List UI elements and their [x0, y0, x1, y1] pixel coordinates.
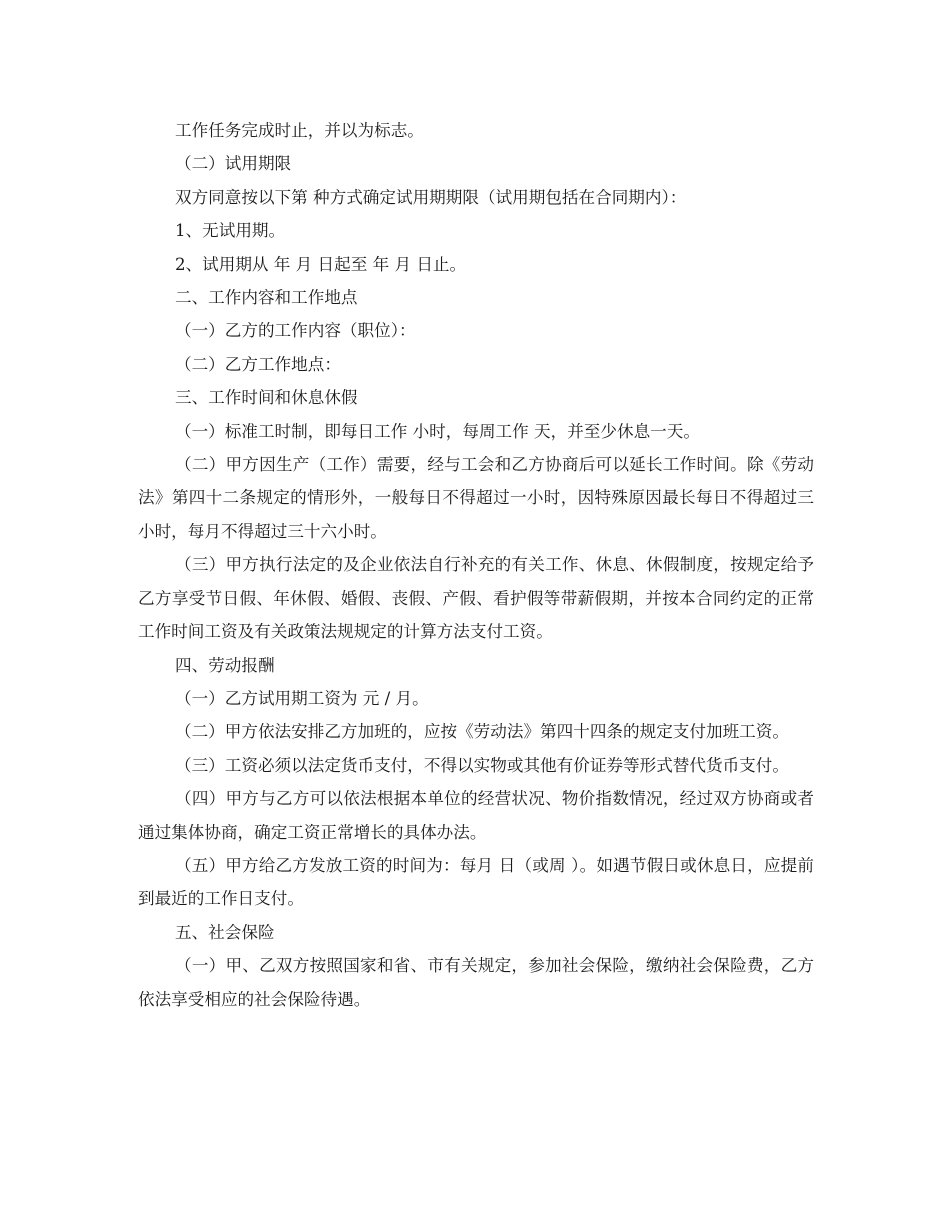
- paragraph-salary-growth: （四）甲方与乙方可以依法根据本单位的经营状况、物价指数情况，经过双方协商或者通过集体协商，确定工资正常增长的具体办法。: [138, 789, 814, 842]
- heading-work-content-location: 二、工作内容和工作地点: [175, 288, 358, 308]
- document-page: [138, 114, 814, 1016]
- paragraph-standard-hours: （一）标准工时制，即每日工作 小时，每周工作 天，并至少休息一天。: [175, 421, 700, 441]
- paragraph-task-end: 工作任务完成时止，并以为标志。: [175, 121, 424, 140]
- paragraph-no-probation: 1、无试用期。: [175, 221, 286, 241]
- paragraph-social-insurance: （一）甲、乙双方按照国家和省、市有关规定，参加社会保险，缴纳社会保险费，乙方依法享受相应的社会保险待遇。: [138, 956, 814, 1009]
- paragraph-probation-salary: （一）乙方试用期工资为 元 / 月。: [175, 688, 429, 708]
- paragraph-payday: （五）甲方给乙方发放工资的时间为：每月 日（或周 ）。如遇节假日或休息日，应提前到最近的工作日支付。: [138, 855, 814, 909]
- paragraph-probation-method: 双方同意按以下第 种方式确定试用期期限（试用期包括在合同期内）：: [175, 187, 687, 207]
- paragraph-overtime-pay: （二）甲方依法安排乙方加班的，应按《劳动法》第四十四条的规定支付加班工资。: [175, 722, 789, 742]
- paragraph-work-content: （一）乙方的工作内容（职位）：: [175, 321, 416, 341]
- heading-probation-period: （二）试用期限: [175, 154, 292, 174]
- heading-work-hours-leave: 三、工作时间和休息休假: [175, 388, 358, 408]
- heading-social-insurance: 五、社会保险: [175, 922, 275, 942]
- heading-remuneration: 四、劳动报酬: [175, 655, 275, 675]
- paragraph-currency-payment: （三）工资必须以法定货币支付，不得以实物或其他有价证券等形式替代货币支付。: [175, 755, 789, 775]
- paragraph-leave-policy: （三）甲方执行法定的及企业依法自行补充的有关工作、休息、休假制度，按规定给予乙方享受节日假、年休假、婚假、丧假、产假、看护假等带薪假期，并按本合同约定的正常工作时间工资及有关政策法规规定的计算方法支付工资。: [138, 555, 814, 642]
- paragraph-overtime-extension: （二）甲方因生产（工作）需要，经与工会和乙方协商后可以延长工作时间。除《劳动法》第四十二条规定的情形外，一般每日不得超过一小时，因特殊原因最长每日不得超过三小时，每月不得超过三十六小时。: [138, 455, 814, 541]
- paragraph-probation-dates: 2、试用期从 年 月 日起至 年 月 日止。: [175, 254, 467, 274]
- paragraph-work-location: （二）乙方工作地点：: [175, 354, 341, 374]
